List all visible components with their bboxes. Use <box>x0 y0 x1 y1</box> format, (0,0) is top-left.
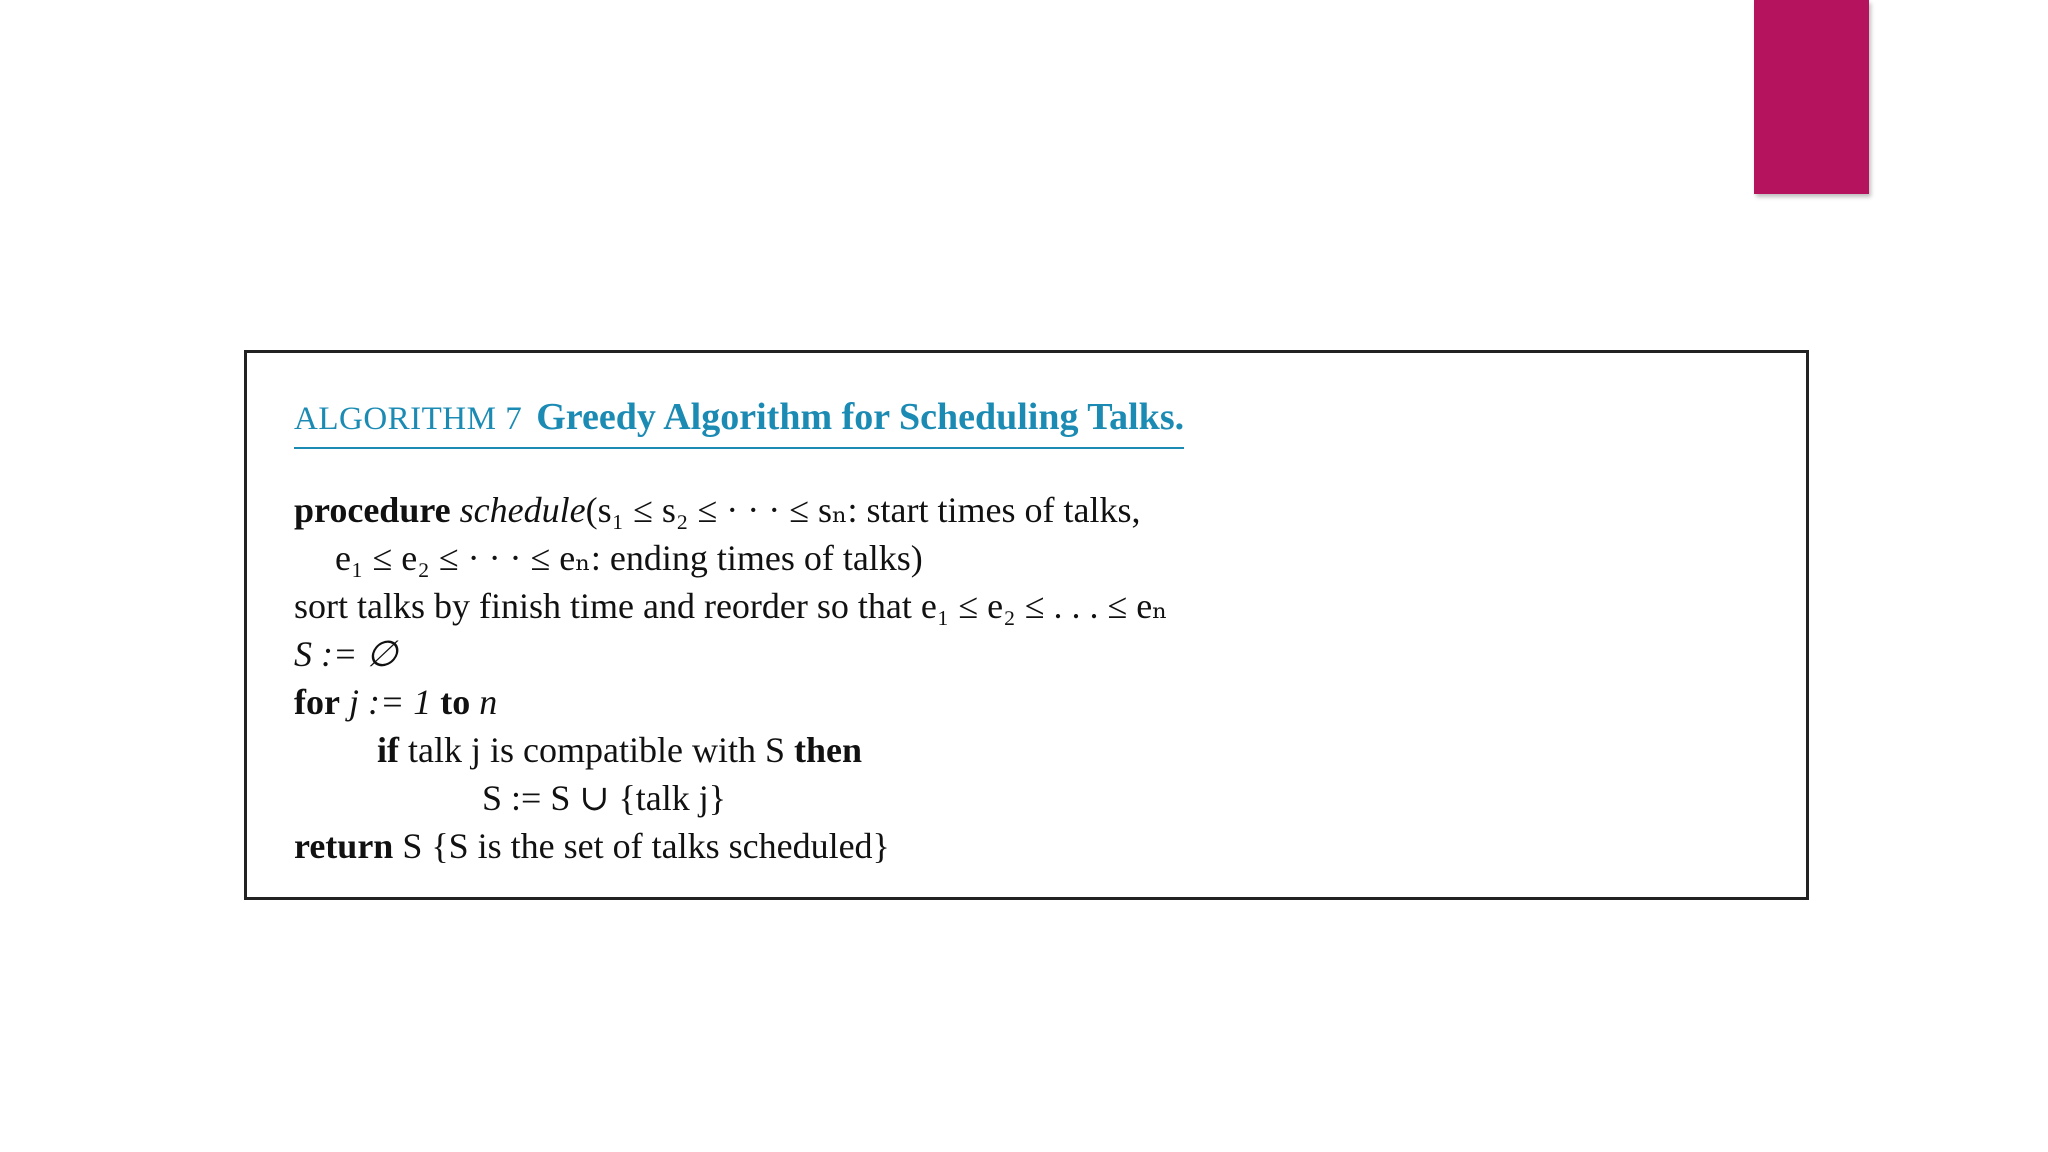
for-bound: n <box>479 682 498 722</box>
code-line-return <box>294 824 890 868</box>
code-line-params <box>335 536 923 580</box>
return-statement: S {S is the set of talks scheduled} <box>402 826 890 866</box>
algorithm-box <box>244 350 1809 900</box>
algorithm-number: ALGORITHM 7 <box>294 401 523 437</box>
procedure-params-end: e₁ ≤ e₂ ≤ · · · ≤ eₙ: ending times of talks) <box>335 538 923 578</box>
code-line-assign <box>482 776 726 820</box>
procedure-params-start: (s₁ ≤ s₂ ≤ · · · ≤ sₙ: start times of talks, <box>585 490 1141 530</box>
if-keyword: if <box>377 730 399 770</box>
algorithm-header <box>294 395 1184 449</box>
if-condition: talk j is compatible with S <box>408 730 785 770</box>
code-line-for <box>294 680 497 724</box>
for-keyword: for <box>294 682 340 722</box>
code-line-if <box>377 728 862 772</box>
algorithm-title: Greedy Algorithm for Scheduling Talks. <box>536 396 1185 438</box>
code-line-sort <box>294 584 1168 628</box>
procedure-name: schedule <box>459 490 586 530</box>
accent-tab <box>1754 0 1869 194</box>
to-keyword: to <box>440 682 471 722</box>
return-keyword: return <box>294 826 394 866</box>
init-statement: S := ∅ <box>294 634 398 674</box>
sort-statement: sort talks by finish time and reorder so that e₁ ≤ e₂ ≤ . . . ≤ eₙ <box>294 586 1168 626</box>
procedure-keyword: procedure <box>294 490 451 530</box>
code-line-procedure <box>294 488 1141 532</box>
then-keyword: then <box>793 730 862 770</box>
code-line-init <box>294 632 398 676</box>
for-variable: j := 1 <box>348 682 432 722</box>
assign-statement: S := S ∪ {talk j} <box>482 778 727 818</box>
